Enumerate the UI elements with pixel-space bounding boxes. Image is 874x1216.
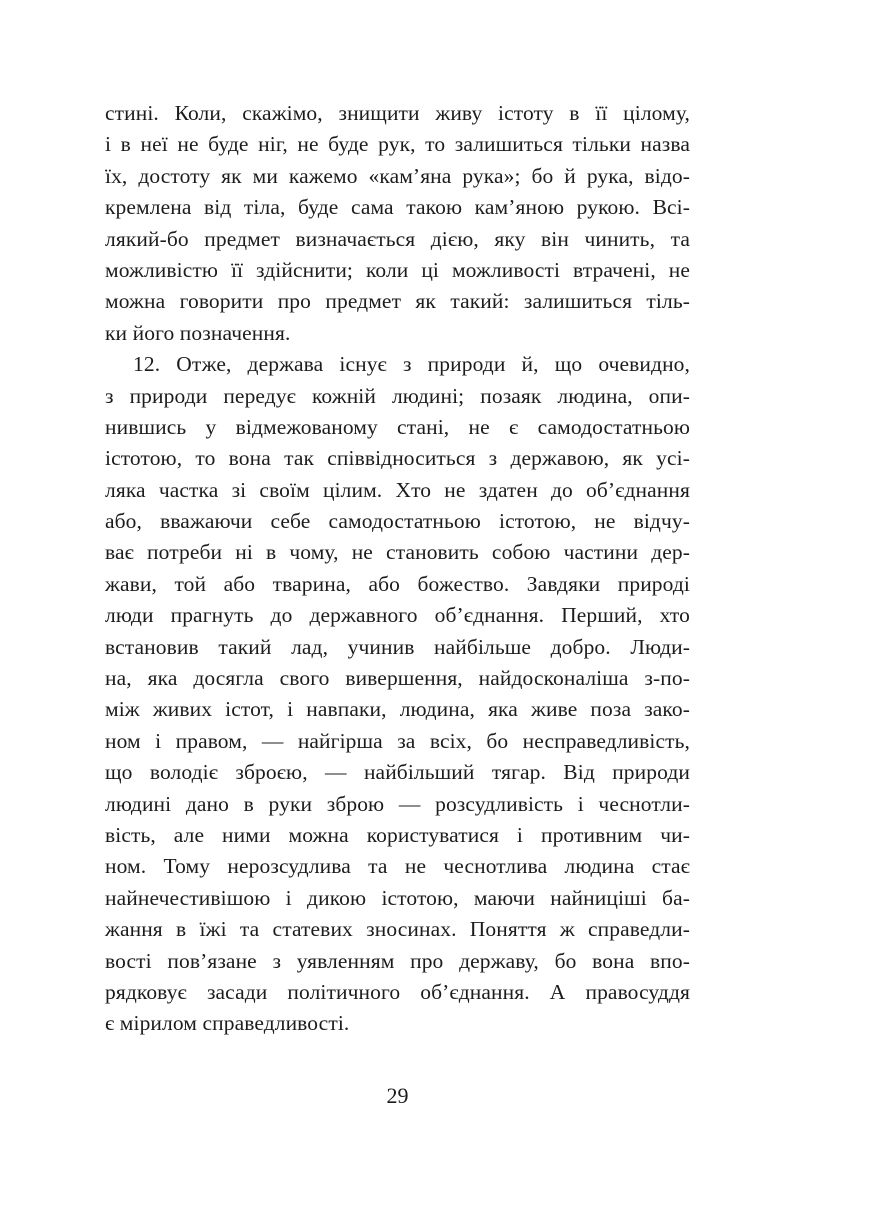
text-line: вість, але ними можна користуватися і противним чи- — [105, 822, 690, 847]
text-line: рядковує засади політичного об’єднання. А правосуддя — [105, 979, 690, 1004]
text-line: стині. Коли, скажімо, знищити живу істоту в її цілому, — [105, 101, 690, 125]
paragraph — [105, 349, 690, 1040]
text-line: жання в їжі та статевих зносинах. Поняття ж справедли- — [105, 917, 690, 942]
text-line: ває потреби ні в чому, не становить собою частини дер- — [105, 540, 690, 565]
text-line: ном. Тому нерозсудлива та не чеснотлива людина стає — [105, 854, 690, 879]
text-line: є мірилом справедливості. — [105, 1011, 350, 1036]
text-line: або, вважаючи себе самодостатньою істотою, не відчу- — [105, 509, 690, 534]
text-line: ном і правом, — найгірша за всіх, бо несправедливість, — [105, 728, 690, 753]
text-line: встановив такий лад, учинив найбільше добро. Люди- — [105, 634, 690, 659]
text-line: істотою, то вона так співвідноситься з державою, як усі- — [105, 446, 690, 471]
text-line: можна говорити про предмет як такий: залишиться тіль- — [105, 289, 690, 314]
text-line: найнечестивішою і дикою істотою, маючи найниціші ба- — [105, 885, 690, 910]
text-line: нившись у відмежованому стані, не є самодостатньою — [105, 414, 690, 439]
text-line: жави, той або тварина, або божество. Завдяки природі — [105, 571, 690, 596]
text-line: 12. Отже, держава існує з природи й, що очевидно, — [133, 352, 690, 377]
page-text — [105, 98, 690, 1040]
page-number: 29 — [386, 1083, 409, 1108]
text-line: вості пов’язане з уявленням про державу, бо вона впо- — [105, 948, 690, 973]
text-line: люди прагнуть до державного об’єднання. Перший, хто — [105, 603, 690, 628]
text-line: можливістю її здійснити; коли ці можливості втрачені, не — [105, 257, 690, 282]
text-line: кремлена від тіла, буде сама такою кам’яною рукою. Всі- — [105, 195, 690, 220]
text-line: ляка частка зі своїм цілим. Хто не здатен до об’єднання — [105, 477, 690, 502]
text-line: і в неї не буде ніг, не буде рук, то залишиться тільки назва — [105, 132, 690, 157]
text-line: їх, достоту як ми кажемо «кам’яна рука»; бо й рука, відо- — [105, 163, 690, 188]
text-line: ки його позначення. — [105, 320, 291, 345]
text-line: людині дано в руки зброю — розсудливість і чеснотли- — [105, 791, 690, 816]
paragraph — [105, 98, 690, 349]
text-line: що володіє зброєю, — найбільший тягар. Від природи — [105, 760, 690, 785]
text-line: з природи передує кожній людині; позаяк людина, опи- — [105, 383, 690, 408]
text-line: лякий-бо предмет визначається дією, яку він чинить, та — [105, 226, 690, 251]
text-line: на, яка досягла свого вивершення, найдосконаліша з-по- — [105, 666, 690, 691]
text-line: між живих істот, і навпаки, людина, яка живе поза зако- — [105, 697, 690, 722]
